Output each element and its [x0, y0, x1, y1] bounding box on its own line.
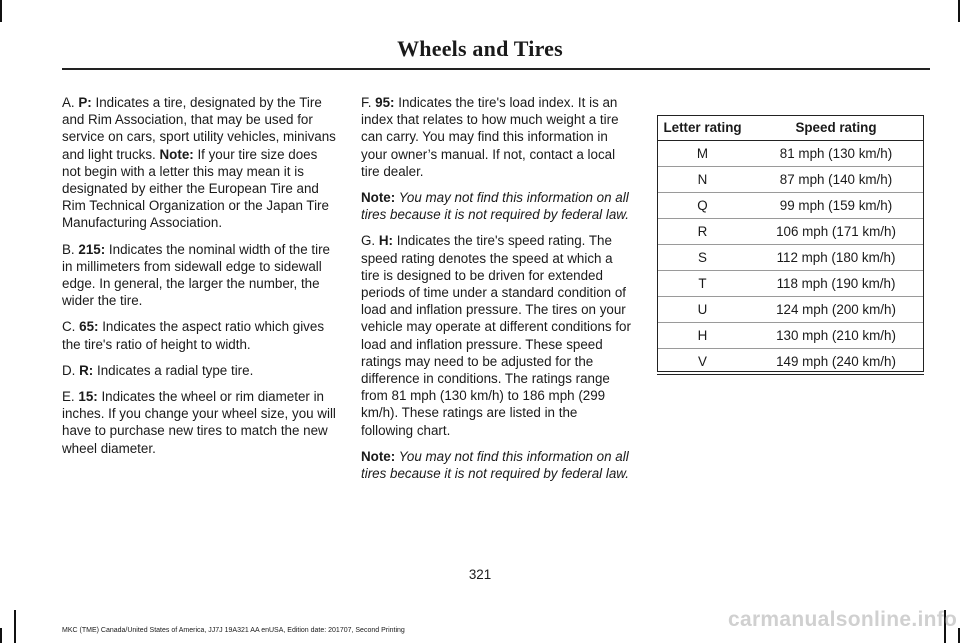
table-row	[657, 193, 924, 219]
paragraph-b: B. 215: Indicates the nominal width of the tire in millimeters from sidewall edge to sidewall edge. In general, the larger the number, the wider the tire.	[62, 241, 330, 309]
letter-cell: V	[657, 349, 748, 375]
table-row	[657, 271, 924, 297]
page-title: Wheels and Tires	[397, 36, 563, 61]
letter-cell: U	[657, 297, 748, 323]
speed-rating-table	[657, 115, 924, 375]
text-column-middle	[361, 94, 633, 491]
paragraph-g: G. H: Indicates the tire's speed rating. The speed rating denotes the speed at which a tire is designed to be driven for extended periods of time under a standard condition of load and inflation pressure. The tires on your vehicle may operate at different conditions for load and inflation pressure. These speed ratings may need to be adjusted for the difference in conditions. The ratings range from 81 mph (130 km/h) to 186 mph (299 km/h). These ratings are listed in the following chart.	[361, 233, 631, 438]
header-letter-rating: Letter rating	[657, 115, 748, 141]
letter-cell: R	[657, 219, 748, 245]
text-column-left	[62, 94, 338, 466]
paragraph-f: F. 95: Indicates the tire's load index. It is an index that relates to how much weight a tire can carry. You may find this information in your owner’s manual. If not, contact a local tire dealer.	[361, 95, 619, 179]
letter-cell: S	[657, 245, 748, 271]
paragraph-c: C. 65: Indicates the aspect ratio which gives the tire's ratio of height to width.	[62, 319, 325, 352]
crop-mark	[0, 0, 2, 22]
header-divider	[62, 68, 930, 70]
table-row	[657, 245, 924, 271]
letter-cell: T	[657, 271, 748, 297]
note-1: Note: You may not find this information on all tires because it is not required by federal law.	[361, 190, 629, 223]
paragraph-e: E. 15: Indicates the wheel or rim diameter in inches. If you change your wheel size, you will have to purchase new tires to match the new wheel diameter.	[62, 389, 336, 456]
crop-mark	[958, 0, 960, 22]
table-header-row	[657, 115, 924, 141]
header-speed-rating: Speed rating	[748, 115, 924, 141]
speed-cell: 118 mph (190 km/h)	[748, 271, 924, 297]
table-row	[657, 323, 924, 349]
paragraph-d: D. R: Indicates a radial type tire.	[62, 362, 254, 378]
speed-cell: 124 mph (200 km/h)	[748, 297, 924, 323]
speed-cell: 106 mph (171 km/h)	[748, 219, 924, 245]
letter-cell: H	[657, 323, 748, 349]
table-row	[657, 141, 924, 167]
speed-cell: 81 mph (130 km/h)	[748, 141, 924, 167]
crop-mark	[0, 628, 2, 643]
letter-cell: N	[657, 167, 748, 193]
speed-cell: 149 mph (240 km/h)	[748, 349, 924, 375]
note-2: Note: You may not find this information on all tires because it is not required by federal law.	[361, 448, 629, 482]
speed-cell: 87 mph (140 km/h)	[748, 167, 924, 193]
page-number: 321	[468, 567, 492, 582]
table-row	[657, 219, 924, 245]
footer-edition-info: MKC (TME) Canada/United States of America, JJ7J 19A321 AA enUSA, Edition date: 201707, Second Printing	[62, 627, 405, 634]
table-row	[657, 167, 924, 193]
paragraph-a: A. P: Indicates a tire, designated by the Tire and Rim Association, that may be used for service on cars, sport utility vehicles, minivans and light trucks. Note: If your tire size does not begin with a letter this may mean it is designated by either the European Tire and Rim Technical Organization or the Japan Tire Manufacturing Association.	[62, 95, 336, 231]
letter-cell: Q	[657, 193, 748, 219]
speed-cell: 130 mph (210 km/h)	[748, 323, 924, 349]
table-row	[657, 349, 924, 375]
table-row	[657, 297, 924, 323]
letter-cell: M	[657, 141, 748, 167]
speed-cell: 99 mph (159 km/h)	[748, 193, 924, 219]
speed-cell: 112 mph (180 km/h)	[748, 245, 924, 271]
watermark: carmanualsonline.info	[728, 608, 958, 631]
crop-mark	[958, 628, 960, 643]
crop-mark	[14, 610, 16, 643]
